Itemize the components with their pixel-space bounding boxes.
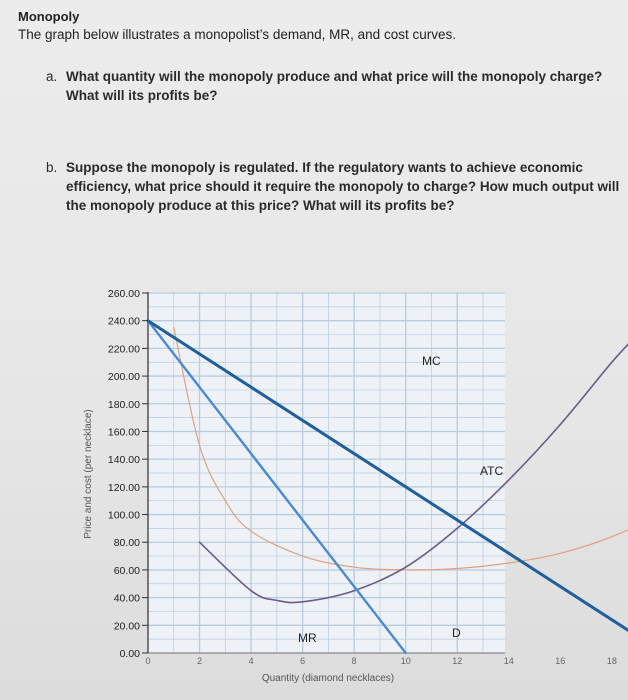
y-tick-label: 160.00 — [107, 426, 140, 439]
atc-label: ATC — [480, 464, 504, 478]
question-a-letter: a. — [46, 69, 58, 84]
question-b-text: Suppose the monopoly is regulated. If the regulatory wants to achieve economic efficiency, what price should it require the monopoly to charge? How much output will the monopoly produce at this price? What will its profits be? — [66, 160, 620, 213]
x-tick-label: 0 — [145, 656, 151, 666]
x-tick-label: 10 — [400, 656, 411, 666]
d-label: D — [452, 626, 461, 640]
y-tick-label: 40.00 — [113, 592, 140, 605]
y-tick-label: 240.00 — [107, 315, 140, 328]
y-tick-label: 60.00 — [113, 564, 140, 577]
y-tick-label: 20.00 — [113, 620, 140, 633]
intro-text: The graph below illustrates a monopolist’s demand, MR, and cost curves. — [18, 27, 456, 42]
y-tick-label: 0.00 — [119, 648, 140, 660]
y-tick-label: 140.00 — [107, 454, 140, 467]
x-tick-label: 4 — [248, 656, 254, 666]
plot-area — [148, 292, 505, 653]
x-tick-label: 16 — [555, 656, 566, 666]
worksheet-title: Monopoly — [18, 9, 80, 24]
y-tick-label: 100.00 — [107, 509, 140, 522]
x-tick-label: 12 — [452, 656, 463, 666]
x-tick-label: 8 — [351, 656, 357, 666]
y-tick-label: 120.00 — [107, 481, 140, 494]
x-tick-label: 2 — [197, 656, 203, 666]
x-tick-label: 6 — [300, 656, 306, 666]
y-tick-label: 180.00 — [107, 398, 140, 411]
mc-label: MC — [422, 354, 441, 368]
question-b-letter: b. — [46, 160, 58, 175]
mr-label: MR — [298, 631, 317, 645]
y-tick-label: 220.00 — [107, 343, 140, 356]
x-tick-label: 18 — [606, 656, 617, 666]
x-axis-title: Quantity (diamond necklaces) — [261, 673, 395, 684]
y-tick-label: 80.00 — [113, 537, 140, 550]
x-tick-label: 14 — [503, 656, 514, 666]
question-a-text: What quantity will the monopoly produce and what price will the monopoly charge? What will its profits be? — [66, 69, 603, 103]
chart-grid — [148, 292, 505, 653]
y-tick-label: 260.00 — [107, 288, 140, 301]
y-axis-title: Price and cost (per necklace) — [83, 409, 94, 539]
y-tick-label: 200.00 — [107, 371, 140, 384]
